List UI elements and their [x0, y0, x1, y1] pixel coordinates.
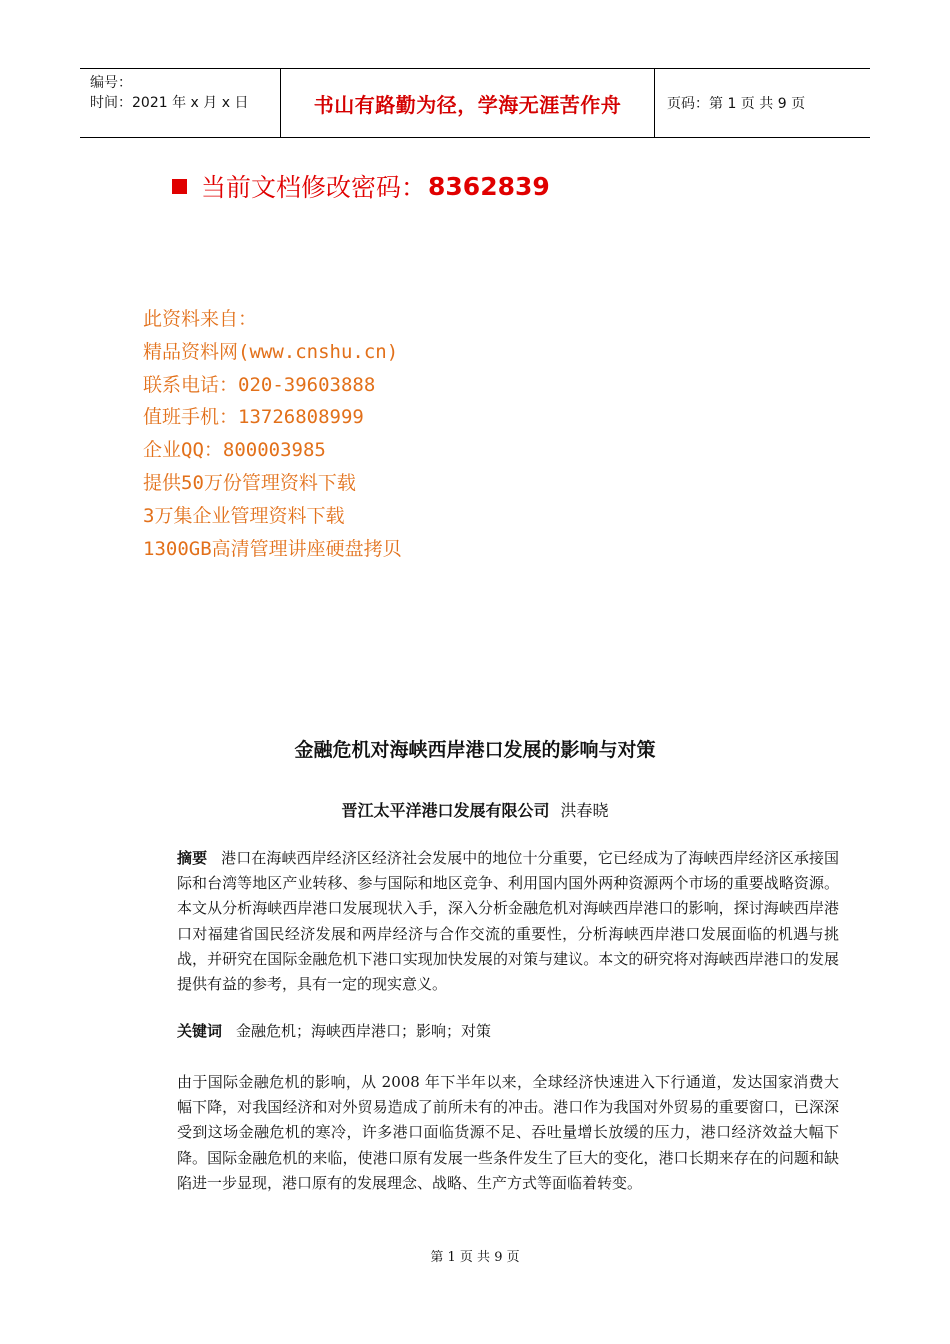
page-footer: 第 1 页 共 9 页 [430, 1250, 520, 1265]
ad-line: 此资料来自： [143, 308, 258, 330]
ad-line: 1300GB高清管理讲座硬盘拷贝 [143, 537, 402, 560]
time-label: 时间：2021 年 x 月 x 日 [90, 95, 249, 111]
password-value: 8362839 [428, 171, 550, 201]
author-line [0, 798, 950, 821]
ad-line: 值班手机：13726808999 [143, 406, 364, 429]
article-title: 金融危机对海峡西岸港口发展的影响与对策 [294, 739, 656, 761]
ad-line: 精品资料网(www.cnshu.cn) [143, 340, 399, 363]
abstract-paragraph [143, 846, 839, 997]
ad-line: 提供50万份管理资料下载 [143, 471, 356, 494]
page-header [80, 68, 870, 138]
header-motto-cell [280, 69, 655, 137]
keywords-line [177, 1019, 491, 1044]
header-page-cell [655, 69, 870, 137]
number-label: 编号： [90, 75, 132, 91]
ad-line: 3万集企业管理资料下载 [143, 504, 345, 527]
abstract-label: 摘要 [177, 849, 208, 867]
header-meta [80, 69, 280, 137]
keywords-label: 关键词 [177, 1022, 223, 1040]
page-info: 页码：第 1 页 共 9 页 [667, 96, 806, 112]
author-name: 洪春晓 [560, 801, 609, 820]
body-text: 由于国际金融危机的影响，从 2008 年下半年以来，全球经济快速进入下行通道，发达国家消费大幅下降，对我国经济和对外贸易造成了前所未有的冲击。港口作为我国对外贸易的重要窗口，已深深受到这场金融危机的寒冷，许多港口面临货源不足、吞吐量增长放缓的压力，港口经济效益大幅下降。国际金融危机的来临，使港口原有发展一些条件发生了巨大的变化，港口长期来存在的问题和缺陷进一步显现，港口原有的发展理念、战略、生产方式等面临着转变。 [177, 1073, 839, 1192]
ad-line: 企业QQ：800003985 [143, 439, 326, 462]
square-bullet-icon [172, 179, 187, 194]
company-name: 晋江太平洋港口发展有限公司 [341, 801, 550, 820]
keywords-text: 金融危机；海峡西岸港口；影响；对策 [236, 1022, 492, 1040]
password-label: 当前文档修改密码： [201, 173, 427, 202]
abstract-text: 港口在海峡西岸经济区经济社会发展中的地位十分重要，它已经成为了海峡西岸经济区承接国际和台湾等地区产业转移、参与国际和地区竞争、利用国内国外两种资源两个市场的重要战略资源。本文从分析海峡西岸港口发展现状入手，深入分析金融危机对海峡西岸港口的影响，探讨海峡西岸港口对福建省国民经济发展和两岸经济与合作交流的重要性，分析海峡西岸港口发展面临的机遇与挑战，并研究在国际金融危机下港口实现加快发展的对策与建议。本文的研究将对海峡西岸港口的发展提供有益的参考，具有一定的现实意义。 [177, 849, 839, 994]
ad-block [143, 303, 402, 565]
body-paragraph [143, 1070, 839, 1196]
password-notice [172, 168, 550, 204]
motto-text: 书山有路勤为径，学海无涯苦作舟 [313, 92, 622, 117]
ad-line: 联系电话：020-39603888 [143, 373, 376, 396]
